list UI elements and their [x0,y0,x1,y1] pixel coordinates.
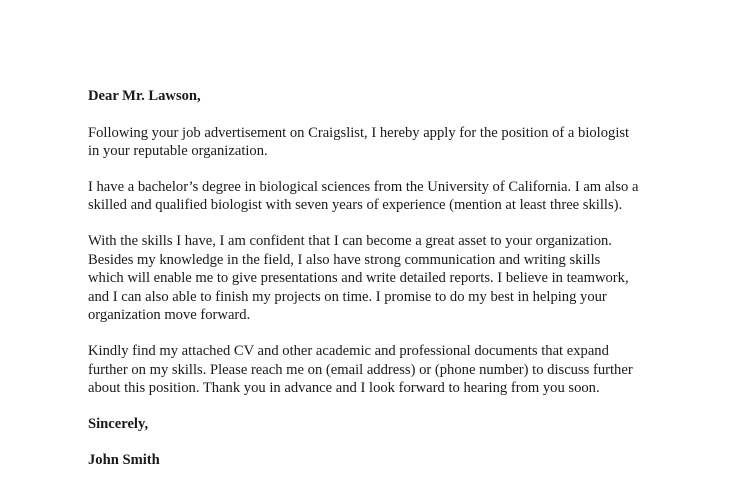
paragraph-line: Besides my knowledge in the field, I also have strong communication and writing skills [88,251,601,268]
cover-letter [88,87,688,470]
paragraph-application [88,124,688,161]
salutation: Dear Mr. Lawson, [88,88,201,104]
paragraph-skills [88,232,688,325]
paragraph-line: Following your job advertisement on Craigslist, I hereby apply for the position of a biologist [88,124,630,141]
paragraph-line: which will enable me to give presentations and write detailed reports. I believe in teamwork, [88,270,629,287]
signature: John Smith [88,452,160,469]
closing: Sincerely, [88,415,149,432]
paragraph-line: organization move forward. [88,307,251,324]
paragraph-qualifications [88,178,688,215]
paragraph-line: With the skills I have, I am confident that I can become a great asset to your organization. [88,232,612,249]
paragraph-line: skilled and qualified biologist with seven years of experience (mention at least three skills). [88,197,623,214]
paragraph-line: Kindly find my attached CV and other academic and professional documents that expand [88,342,609,359]
paragraph-line: about this position. Thank you in advance and I look forward to hearing from you soon. [88,380,600,397]
paragraph-line: and I can also able to finish my projects on time. I promise to do my best in helping your [88,288,607,305]
paragraph-contact [88,342,688,398]
paragraph-line: I have a bachelor’s degree in biological sciences from the University of California. I am also a [88,178,639,195]
paragraph-line: further on my skills. Please reach me on (email address) or (phone number) to discuss further [88,361,633,378]
paragraph-line: in your reputable organization. [88,143,268,160]
